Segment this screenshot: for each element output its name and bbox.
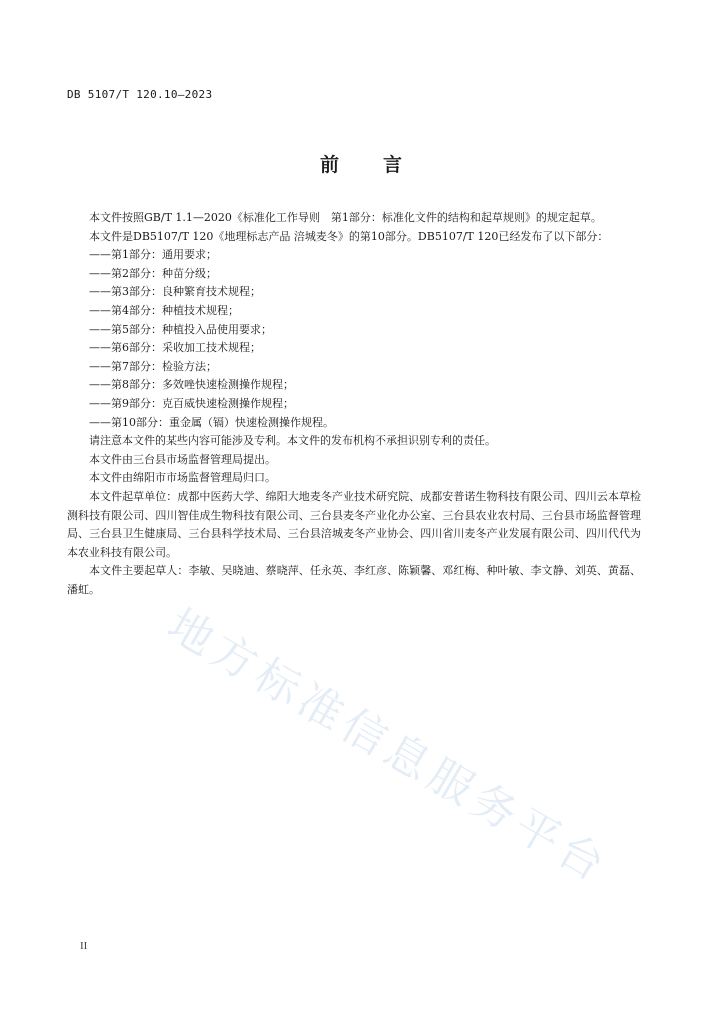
list-item: ——第8部分：多效唑快速检测操作规程；	[89, 378, 294, 392]
list-item: ——第2部分：种苗分级；	[89, 266, 217, 280]
paragraph-proposed-by: 本文件由三台县市场监督管理局提出。	[89, 452, 276, 466]
watermark: 地方标准信息服务平台	[159, 599, 618, 894]
title-char-2: 言	[383, 154, 405, 176]
page-number: II	[80, 940, 88, 952]
list-item: ——第3部分：良种繁育技术规程；	[89, 285, 261, 299]
paragraph-series-intro: 本文件是DB5107/T 120《地理标志产品 涪城麦冬》的第10部分。DB5107/T 120已经发布了以下部分：	[89, 229, 609, 243]
paragraph-drafters: 本文件主要起草人：李敏、吴晓迪、蔡晓萍、任永英、李红彦、陈颖馨、邓红梅、种叶敏、李文静、刘英、黄磊、潘虹。	[67, 564, 641, 596]
list-item: ——第9部分：克百威快速检测操作规程；	[89, 396, 294, 410]
list-item: ——第1部分：通用要求；	[89, 248, 217, 262]
foreword-body	[67, 209, 641, 599]
list-item: ——第6部分：采收加工技术规程；	[89, 341, 261, 355]
list-item: ——第5部分：种植投入品使用要求；	[89, 322, 272, 336]
document-code: DB 5107/T 120.10—2023	[67, 88, 213, 101]
list-item: ——第4部分：种植技术规程；	[89, 303, 239, 317]
paragraph-standard-basis: 本文件按照GB/T 1.1—2020《标准化工作导则 第1部分：标准化文件的结构和起草规则》的规定起草。	[89, 211, 602, 224]
paragraph-centralized-by: 本文件由绵阳市市场监督管理局归口。	[89, 471, 276, 485]
page-title	[0, 150, 724, 177]
paragraph-drafting-units: 本文件起草单位：成都中医药大学、绵阳大地麦冬产业技术研究院、成都安普诺生物科技有限公司、四川云本草检测科技有限公司、四川智佳成生物科技有限公司、三台县麦冬产业化办公室、三台县农业农村局、三台县市场监督管理局、三台县卫生健康局、三台县科学技术局、三台县涪城麦冬产业协会、四川省川麦冬产业发展有限公司、四川代代为本农业科技有限公司。	[67, 489, 641, 559]
paragraph-patent-notice: 请注意本文件的某些内容可能涉及专利。本文件的发布机构不承担识别专利的责任。	[89, 434, 496, 448]
parts-list	[67, 246, 641, 432]
list-item: ——第7部分：检验方法；	[89, 359, 217, 373]
list-item: ——第10部分：重金属（镉）快速检测操作规程。	[89, 415, 334, 429]
title-char-1: 前	[319, 154, 341, 176]
